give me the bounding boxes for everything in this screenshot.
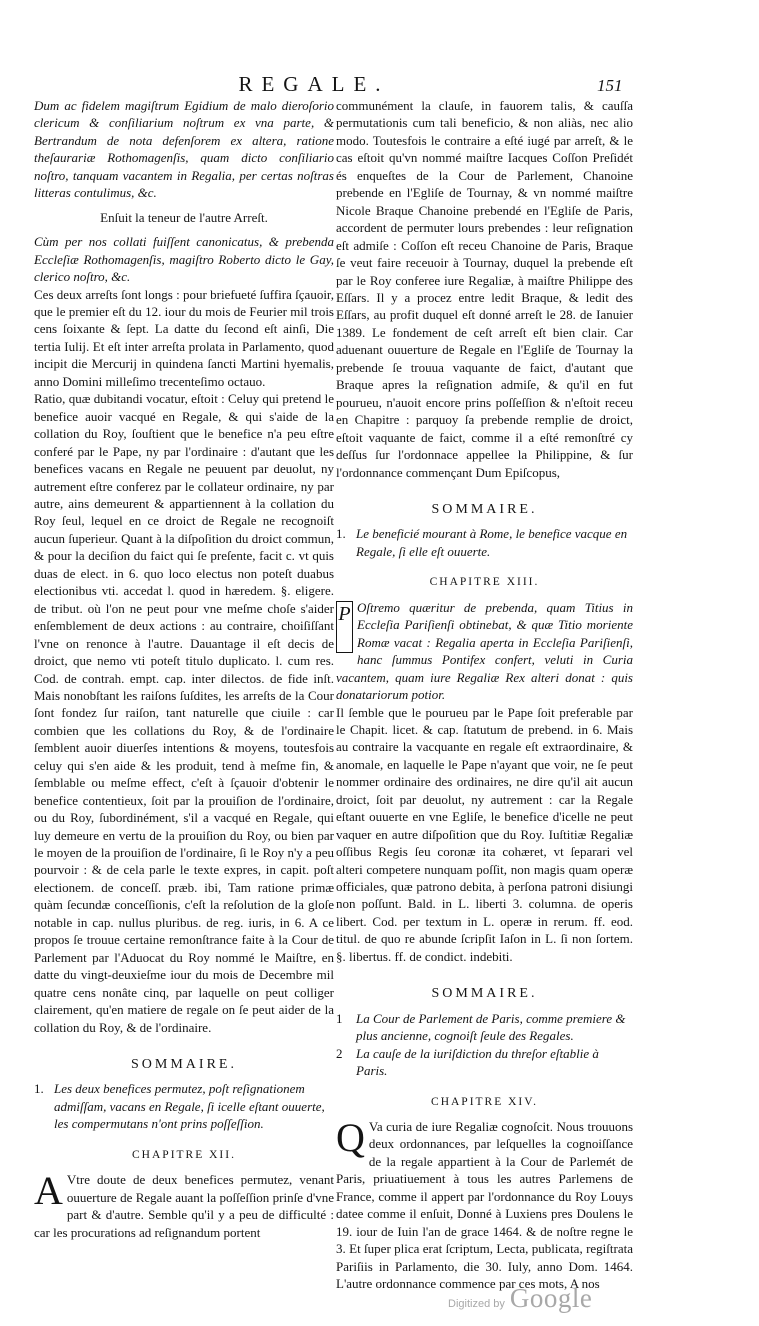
left-column xyxy=(34,97,334,1241)
summary-heading: SOMMAIRE. xyxy=(431,986,538,1002)
chapter-paragraph-text: Va curia de iure Regaliæ cognoſcit. Nous trouuons deux ordonnances, par leſquelles la cognoiſſance de la regale appartient à la Cour de Parlemét de Paris, priuatiuement à tous les autres Parlemens de France, comme il appert par l'ordonnance du Roy Louys datee comme il enſuit, Donné à Luxiens pres Doulens le 19. iour de Iuin l'an de grace 1464. & de noſtre regne le 3. Et ſuper plica erat ſcriptum, Lecta, publicata, regiſtrata Pariſiis in Parlamento, die 30. Iuly, anno Dom. 1464. L'autre ordonnance commence par ces mots, A nos xyxy=(336,1119,633,1292)
summary-item-text: La Cour de Parlement de Paris, comme premiere & plus ancienne, cognoiſt ſeule des Regales. xyxy=(356,1010,626,1044)
drop-cap: A xyxy=(34,1168,63,1214)
chapter-heading: CHAPITRE XII. xyxy=(132,1148,236,1161)
permutation-paragraph: communément la clauſe, in fauorem talis, & cauſſa permutationis cum tali beneficio, & non aliàs, nec alio modo. Toutesfois le contraire a eſté iugé par arreſt, & le cas eſtoit qu'vn nommé maiſtre Iacques Coſſon Preſidét és enqueſtes de la Cour de Parlement, Chanoine prebende en l'Egliſe de Tournay, & vn nommé maiſtre Nicole Braque Chanoine prebendé en l'Egliſe de Paris, accordent de permuter lours prebendes : leur reſignation eſt admiſe : Coſſon eſt receu Chanoine de Paris, Braque ſe veut faire receuoir à Tournay, duquel la prebende eſt par le Roy conferee iure Regaliæ, à maiſtre Philippe des Eſſars. Il y a procez entre ledit Braque, & ledit des Eſſars, au profit duquel eſt donné arreſt le 28. de Ianuier 1389. Le fondement de ceſt arreſt eſt bien clair. Car aduenant ouuerture de Regale en l'Egliſe de Tournay la prebende ſe trouua vaquante de faict, d'autant que Braque apres la reſignation admiſe, & qu'il en fut pourueu, n'auoit encore prins poſſeſſion & n'eſtoit receu en Chapitre : parquoy ſa prebende remplie de droict, eſtoit vaquante de faict, comme il a eſté remonſtré cy deſſus ſur l'ordonnace appellee la Philippine, & ſur l'ordonnance commençant Dum Epiſcopus, xyxy=(336,98,633,480)
summary-item xyxy=(34,1080,334,1132)
digitized-watermark xyxy=(448,1283,592,1314)
summary-item-text: Le beneficié mourant à Rome, le benefice vacque en Regale, ſi elle eſt ouuerte. xyxy=(356,526,628,559)
watermark-prefix: Digitized by xyxy=(448,1298,505,1310)
summary-item xyxy=(336,1045,633,1080)
intro-latin-paragraph: Dum ac fidelem magiſtrum Egidium de malo dieroſorio clericum & conſiliarium noſtrum ex vna parte, & Bertrandum de nota defenſorem ex altera, ratione theſaurariæ Rothomagenſis, quam dicto conſiliario noſtro, tanquam vacantem in Regalia, per certas noſtras litteras contulimus, &c. xyxy=(34,98,334,201)
cum-latin-paragraph: Cùm per nos collati fuiſſent canonicatus, & prebenda Eccleſiæ Rothomagenſis, magiſtro Roberto dicto le Gay, clerico noſtro, &c. xyxy=(34,234,334,285)
drop-cap: Q xyxy=(336,1115,365,1161)
chapter-latin-paragraph xyxy=(336,599,633,704)
summary-heading: SOMMAIRE. xyxy=(431,501,538,517)
summary-item xyxy=(336,1010,633,1045)
chapter-heading: CHAPITRE XIV. xyxy=(431,1095,538,1108)
summary-item-number: 1 xyxy=(336,1010,343,1026)
google-logo: Google xyxy=(509,1283,593,1313)
chapter-heading: CHAPITRE XIII. xyxy=(429,576,540,589)
chapter-latin-text: Oſtremo quæritur de prebenda, quam Titius in Eccleſia Pariſienſi obtinebat, & quæ Titio moriente Romæ vacat : Regalia aperta in Eccleſia Pariſienſi, hanc ſummus Pontifex confert, veluti in Curia vacantem, quam iure Regaliæ Rex alteri donat : quis donatariorum potior. xyxy=(336,599,633,703)
chapter-paragraph xyxy=(34,1168,334,1241)
summary-item-number: 1. xyxy=(34,1081,44,1097)
summary-item-text: Les deux benefices permutez, poſt reſignationem admiſſam, vacans en Regale, ſi icelle eſtant ouuerte, les compermutans n'ont prins poſſeſſion. xyxy=(54,1081,325,1132)
next-arret-heading: Enſuit la teneur de l'autre Arreſt. xyxy=(100,209,268,225)
running-title: REGALE. xyxy=(238,72,390,96)
dates-paragraph: Ces deux arreſts ſont longs : pour briefueté ſuffira ſçauoir, que le premier eſt du 12. iour du mois de Feurier mil trois cens ſoixante & ſept. La datte du ſecond eſt ainſi, Die tertia Iulij. Et eſt inter arreſta prolata in Parlamento, quod incipit die Mercurij in quindena ſancti Martini hyemalis, anno Domini milleſimo trecenteſimo octauo. xyxy=(34,286,334,389)
chapter-paragraph-text: Vtre doute de deux benefices permutez, venant ouuerture de Regale auant la poſſeſſion prinſe d'vne part & d'autre. Semble qu'il y a peu de difficulté : car les procurations ad reſignandum portent xyxy=(34,1172,334,1240)
chapter-paragraph xyxy=(336,1115,633,1293)
ratio-paragraph: Ratio, quæ dubitandi vocatur, eſtoit : Celuy qui pretend le benefice auoir vacqué en Regale, & qui s'aide de la collation du Roy, ſouſtient que le benefice n'a peu eſtre conferé par le Pape, ny par l'ordinaire : d'autant que les benefices vacans en Regale ne peuuent par deuolut, ny autrement eſtre conferez par le collateur ordinaire, ny par autre, ains demeurent & appartiennent à la collation du Roy ſeul, lequel en ce droict de Regale ne recognoiſt aucun ſuperieur. Quant à la diſpoſition du droict commun, & pour la deciſion du faict qui ſe preſente, facit c. vt quis duas de elect. in 6. quo loco electus non poteſt duabus electionibus vti. accedat l. quod in hæredem. §. eligere. de tribut. où l'on ne peut pour vne meſme choſe s'aider enſemblement de deux actions : au contraire, choiſiſſant l'vne on renonce à l'autre. Dauantage il eſt decis de droict, que nemo vti poteſt titulo duplicato. l. cum res. Cod. de contrah. empt. cap. inter dilectos. de fide inſt. Mais nonobſtant les raiſons ſuſdites, les arreſts de la Cour ſont fondez ſur raiſon, tant naturelle que ciuile : car combien que les collations du Roy, & de l'ordinaire ſemblent auoir diuerſes intentions & moyens, toutesfois celuy qui s'en aide & les produit, tend à meſme fin, & ſemblable ou meſme effect, c'eſt à ſçauoir d'obtenir le benefice contentieux, ſoit par la prouiſion de l'ordinaire, ou du Roy, ſubordinément, s'il a vacqué en Regale, qui luy demeure en vertu de la prouiſion du Roy, ou bien par le moyen de la prouiſion de l'ordinaire, ſi le Roy n'y a peu pourvoir : & de cela parle le texte expres, in capit. poſt electionem. de conceſſ. præb. ibi, Tam ratione primæ quàm ſecundæ conceſſionis, c'eſt la reſolution de la gloſe notable in cap. nullus pluribus. de reg. iuris, in 6. A ce propos ſe trouue certaine remonſtrance faite à la Cour de Parlement par l'Aduocat du Roy nommé le Maiſtre, en datte du vingt-deuxieſme iour du mois de Decembre mil quatre cens nonâte cinq, par laquelle on peut colliger clairement, qu'en matiere de regale on ſe peut aider de la collation du Roy, & de l'ordinaire. xyxy=(34,391,334,1035)
page-number: 151 xyxy=(597,76,623,95)
right-column xyxy=(336,97,633,1293)
summary-item-text: La cauſe de la iuriſdiction du threſor eſtablie à Paris. xyxy=(356,1045,599,1079)
drop-cap: P xyxy=(336,601,353,653)
summary-item xyxy=(336,525,633,560)
summary-item-number: 2 xyxy=(336,1045,343,1061)
summary-heading: SOMMAIRE. xyxy=(131,1057,237,1073)
summary-item-number: 1. xyxy=(336,526,346,542)
chapter-paragraph: Il ſemble que le pourueu par le Pape ſoit preferable par le Chapit. licet. & cap. ſtatutum de prebend. in 6. Mais au contraire la vacquante en regale eſt extraordinaire, & anomale, en laquelle le Pape n'ayant que voir, ne ſe peut nommer ordinaire des ordinaires, ne dire qu'il ait aucun droict, ſoit par deuolut, ny autrement : car la Regale eſtant ouuerte en vne Egliſe, le benefice d'icelle ne peut vaquer en autre diſpoſition que du Roy. Iuſtitiæ Regaliæ oſſibus Regis ſeu coronæ ita cohæret, vt ſeparari vel alteri competere nunquam poſſit, non magis quam operæ officiales, quæ patrono debita, à perſona patroni disiungi non poſſunt. Bald. in L. liberti 3. columna. de operis libert. Cod. per textum in L. operæ in rerum. ff. eod. titul. de quo re abunde ſcripſit Iaſon in L. ſi non ſortem. §. libertus. ff. de condict. indebiti. xyxy=(336,704,633,964)
